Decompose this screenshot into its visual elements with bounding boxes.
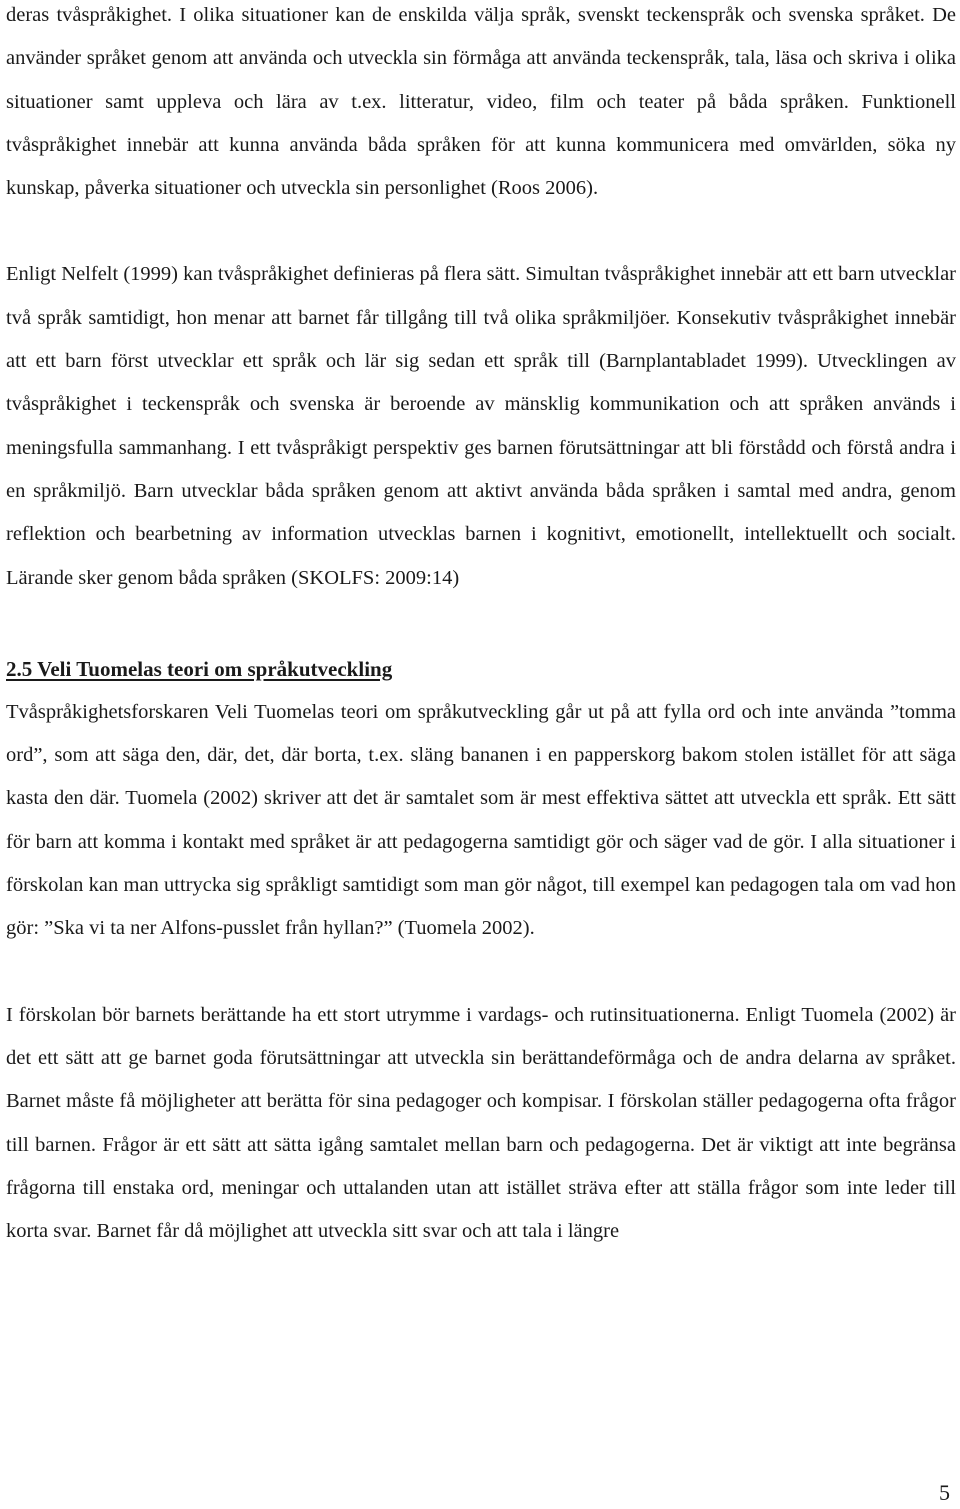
document-page: [6, 0, 956, 1253]
paragraph-bilingualism-functional: deras tvåspråkighet. I olika situationer kan de enskilda välja språk, svenskt teckenspråk och svenska språket. De använder språket genom att använda och utveckla sin förmåga att använda teckenspråk, tala, läsa och skriva i olika situationer samt uppleva och lära av t.ex. litteratur, video, film och teater på båda språken. Funktionell tvåspråkighet innebär att kunna använda båda språken för att kunna kommunicera med omvärlden, söka ny kunskap, påverka situationer och utveckla sin personlighet (Roos 2006).: [6, 4, 956, 200]
paragraph-nelfelt-definitions: Enligt Nelfelt (1999) kan tvåspråkighet definieras på flera sätt. Simultan tvåspråkighet innebär att ett barn utvecklar två språk samtidigt, hon menar att barnet får tillgång till två olika språkmiljöer. Konsekutiv tvåspråkighet innebär att ett barn först utvecklar ett språk och lär sig sedan ett språk till (Barnplantabladet 1999). Utvecklingen av tvåspråkighet i teckenspråk och svenska är beroende av mänsklig kommunikation och att språken används i meningsfulla sammanhang. I ett tvåspråkigt perspektiv ges barnen förutsättningar att bli förstådd och förstå andra i en språkmiljö. Barn utvecklar båda språken genom att aktivt använda båda språken i samtal med andra, genom reflektion och bearbetning av information utvecklas barnen i kognitivt, emotionellt, intellektuellt och socialt. Lärande sker genom båda språken (SKOLFS: 2009:14): [6, 263, 956, 589]
paragraph-tuomela-theory: Tvåspråkighetsforskaren Veli Tuomelas teori om språkutveckling går ut på att fylla ord och inte använda ”tomma ord”, som att säga den, där, det, där borta, t.ex. släng bananen i en papperskorg bakom stolen istället för att säga kasta den där. Tuomela (2002) skriver att det är samtalet som är mest effektiva sättet att utveckla ett språk. Ett sätt för barn att komma i kontakt med språket är att pedagogerna samtidigt gör och säger vad de gör. I alla situationer i förskolan kan man uttrycka sig språkligt samtidigt som man gör något, till exempel kan pedagogen tala om vad hon gör: ”Ska vi ta ner Alfons-pusslet från hyllan?” (Tuomela 2002).: [6, 700, 956, 940]
paragraph-preschool-storytelling: I förskolan bör barnets berättande ha ett stort utrymme i vardags- och rutinsituationerna. Enligt Tuomela (2002) är det ett sätt att ge barnet goda förutsättningar att utveckla sin berättandeförmåga och de andra delarna av språket. Barnet måste få möjligheter att berätta för sina pedagoger och kompisar. I förskolan ställer pedagogerna ofta frågor till barnen. Frågor är ett sätt att sätta igång samtalet mellan barn och pedagogerna. Det är viktigt att inte begränsa frågorna till enstaka ord, meningar och uttalanden utan att istället sträva efter att ställa frågor som inte leder till korta svar. Barnet får då möjlighet att utveckla sitt svar och att tala i längre: [6, 1003, 956, 1243]
section-heading: 2.5 Veli Tuomelas teori om språkutveckling: [6, 656, 393, 681]
page-number: 5: [939, 1480, 950, 1505]
